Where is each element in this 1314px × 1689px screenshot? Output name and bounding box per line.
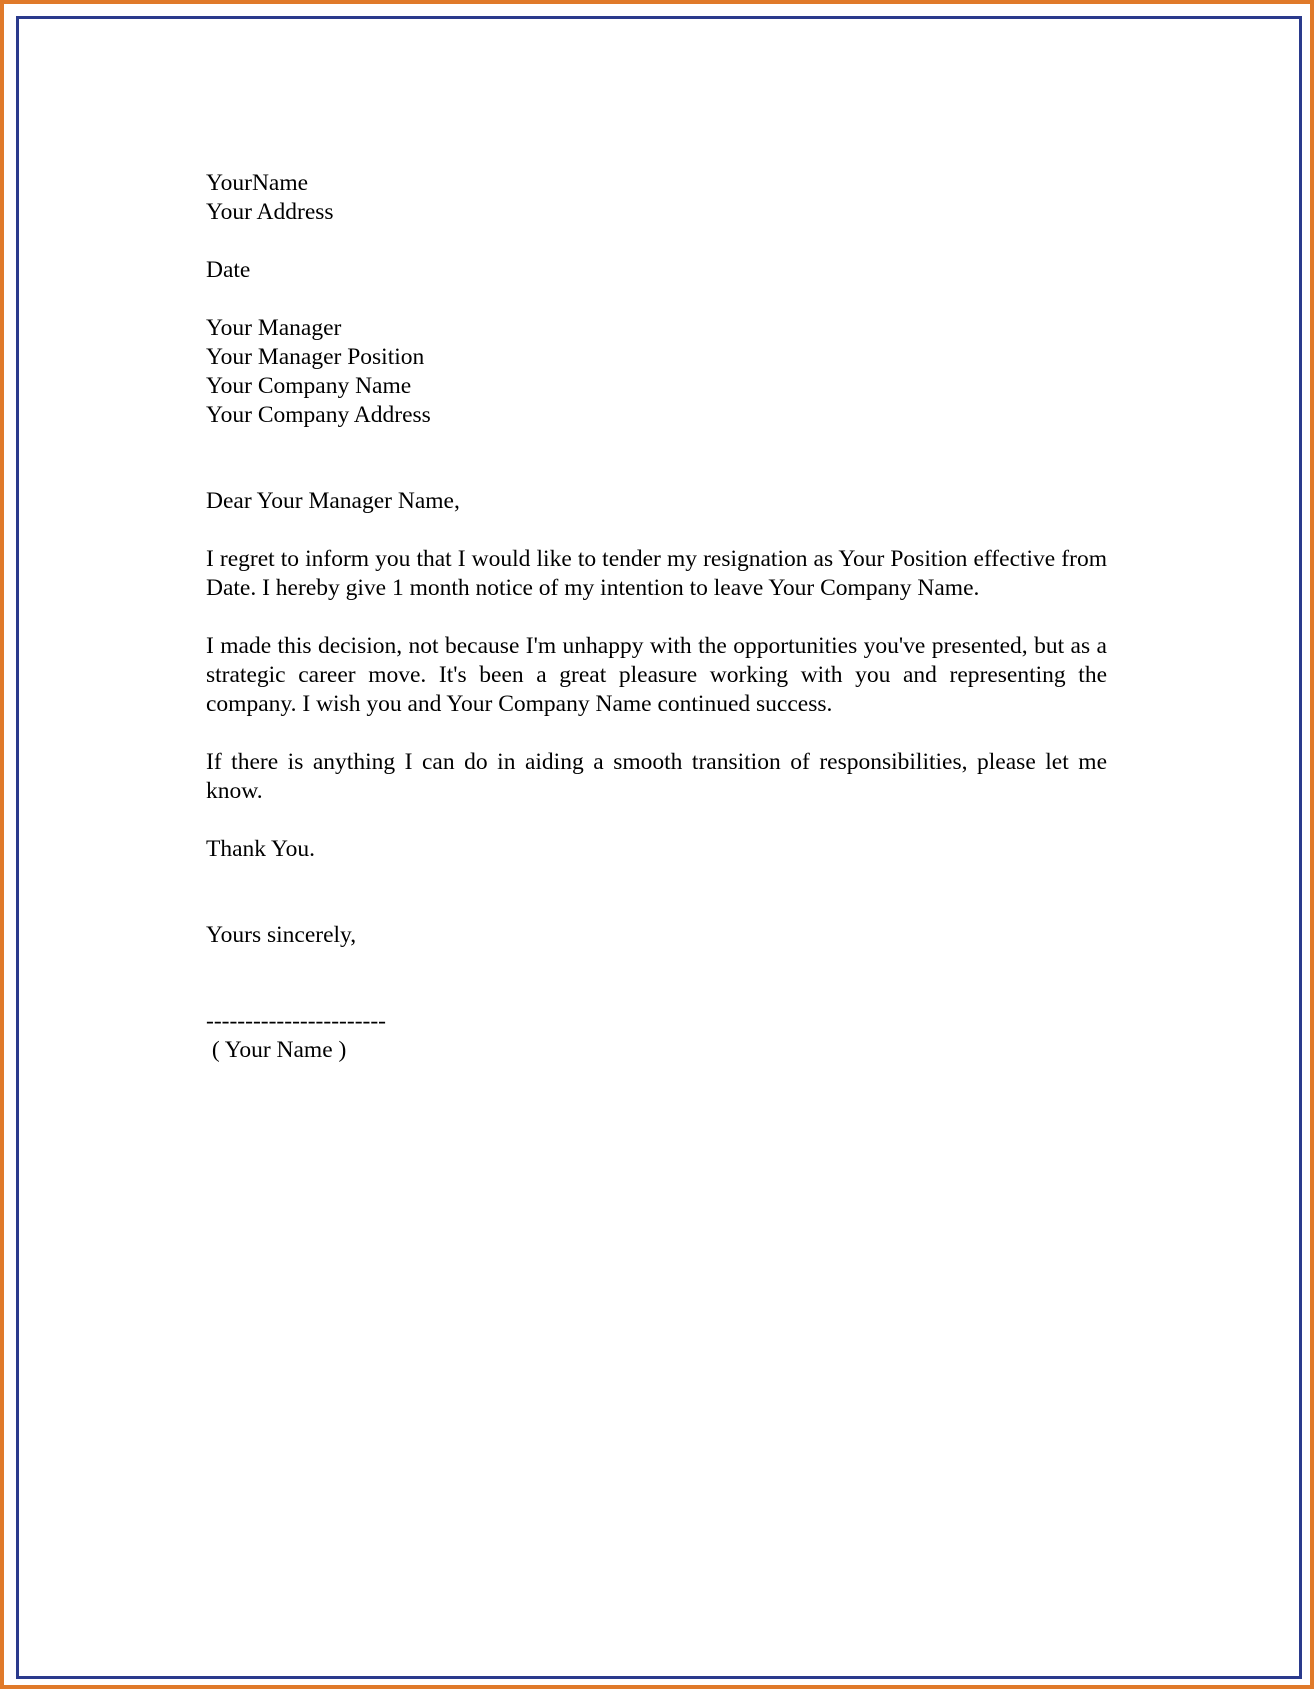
letter-date: Date <box>206 257 251 283</box>
sender-address: Your Address <box>206 199 334 225</box>
signature-line: ----------------------- <box>206 1008 386 1034</box>
salutation: Dear Your Manager Name, <box>206 488 460 514</box>
signature-name: ( Your Name ) <box>206 1037 347 1063</box>
recipient-position: Your Manager Position <box>206 344 425 370</box>
paragraph-reason: I made this decision, not because I'm unhappy with the opportunities you've presented, but as a strategic career move. It's been a great pleasure working with you and representing the company. I wish you and Your Company Name continued success. <box>206 633 1107 717</box>
recipient-company-address: Your Company Address <box>206 402 431 428</box>
closing-line: Yours sincerely, <box>206 922 357 948</box>
paragraph-transition: If there is anything I can do in aiding a smooth transition of responsibilities, please let me know. <box>206 749 1107 804</box>
recipient-company-name: Your Company Name <box>206 373 412 399</box>
letter-body <box>206 169 1107 1065</box>
sender-name: YourName <box>206 170 309 196</box>
paragraph-resignation: I regret to inform you that I would like to tender my resignation as Your Position effective from Date. I hereby give 1 month notice of my intention to leave Your Company Name. <box>206 546 1107 601</box>
thanks-line: Thank You. <box>206 836 316 862</box>
recipient-manager: Your Manager <box>206 315 342 341</box>
